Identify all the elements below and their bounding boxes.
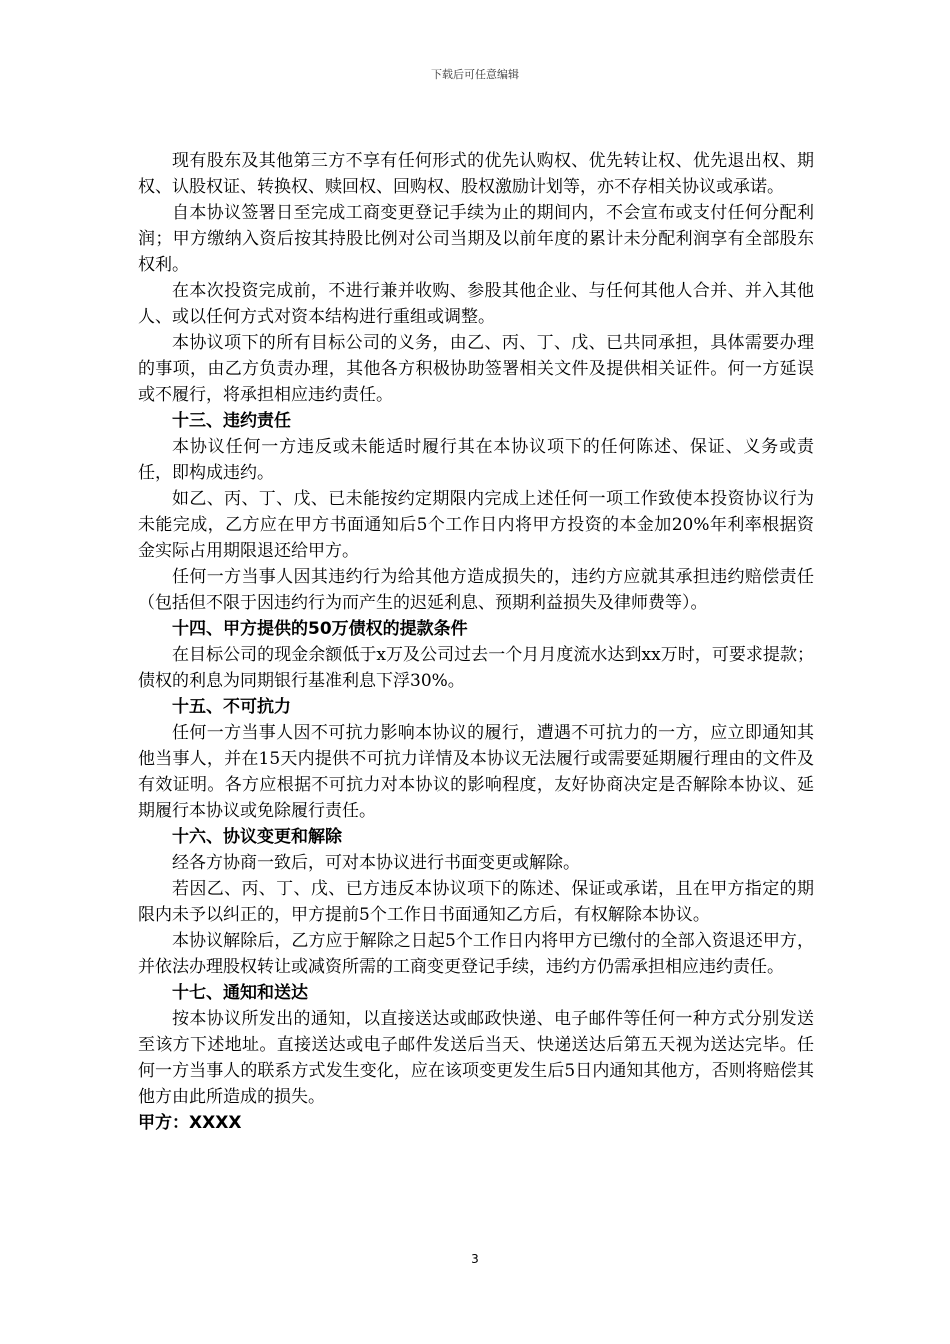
paragraph-joint-obligations: 本协议项下的所有目标公司的义务，由乙、丙、丁、戊、已共同承担，具体需要办理的事项，由乙方负责办理，其他各方积极协助签署相关文件及提供相关证件。何一方延误或不履行，将承担相应违约责任。	[138, 333, 814, 405]
section-heading-14: 十四、甲方提供的50万债权的提款条件	[172, 619, 468, 639]
page-number: 3	[471, 1252, 479, 1266]
paragraph-no-restructuring: 在本次投资完成前，不进行兼并收购、参股其他企业、与任何其他人合并、并入其他人、或以任何方式对资本结构进行重组或调整。	[138, 281, 814, 327]
party-a-signature-line: 甲方：XXXX	[138, 1113, 242, 1133]
paragraph-refund-on-failure: 如乙、丙、丁、戊、已未能按约定期限内完成上述任何一项工作致使本投资协议行为未能完成，乙方应在甲方书面通知后5个工作日内将甲方投资的本金加20%年利率根据资金实际占用期限退还给甲方。	[138, 489, 814, 561]
section-heading-13: 十三、违约责任	[172, 411, 291, 431]
section-heading-17: 十七、通知和送达	[172, 983, 308, 1003]
paragraph-post-termination: 本协议解除后，乙方应于解除之日起5个工作日内将甲方已缴付的全部入资退还甲方，并依法办理股权转让或减资所需的工商变更登记手续，违约方仍需承担相应违约责任。	[138, 931, 814, 977]
paragraph-withdrawal-conditions: 在目标公司的现金余额低于x万及公司过去一个月月度流水达到xx万时，可要求提款；债权的利息为同期银行基准利息下浮30%。	[138, 645, 814, 691]
page-header: 下载后可任意编辑	[431, 68, 519, 81]
paragraph-breach-definition: 本协议任何一方违反或未能适时履行其在本协议项下的任何陈述、保证、义务或责任，即构成违约。	[138, 437, 814, 483]
section-heading-15: 十五、不可抗力	[172, 697, 291, 717]
paragraph-no-profit-distribution: 自本协议签署日至完成工商变更登记手续为止的期间内，不会宣布或支付任何分配利润；甲方缴纳入资后按其持股比例对公司当期及以前年度的累计未分配利润享有全部股东权利。	[138, 203, 814, 275]
paragraph-notice-delivery: 按本协议所发出的通知，以直接送达或邮政快递、电子邮件等任何一种方式分别发送至该方下述地址。直接送达或电子邮件发送后当天、快递送达后第五天视为送达完毕。任何一方当事人的联系方式发生变化，应在该项变更发生后5日内通知其他方，否则将赔偿其他方由此所造成的损失。	[138, 1009, 814, 1107]
paragraph-amendment: 经各方协商一致后，可对本协议进行书面变更或解除。	[172, 853, 580, 873]
paragraph-no-preemptive-rights: 现有股东及其他第三方不享有任何形式的优先认购权、优先转让权、优先退出权、期权、认股权证、转换权、赎回权、回购权、股权激励计划等，亦不存相关协议或承诺。	[138, 151, 814, 197]
paragraph-compensation: 任何一方当事人因其违约行为给其他方造成损失的，违约方应就其承担违约赔偿责任（包括但不限于因违约行为而产生的迟延利息、预期利益损失及律师费等）。	[138, 567, 814, 613]
paragraph-force-majeure: 任何一方当事人因不可抗力影响本协议的履行，遭遇不可抗力的一方，应立即通知其他当事人，并在15天内提供不可抗力详情及本协议无法履行或需要延期履行理由的文件及有效证明。各方应根据不可抗力对本协议的影响程度，友好协商决定是否解除本协议、延期履行本协议或免除履行责任。	[138, 723, 814, 821]
paragraph-termination-right: 若因乙、丙、丁、戊、已方违反本协议项下的陈述、保证或承诺，且在甲方指定的期限内未予以纠正的，甲方提前5个工作日书面通知乙方后，有权解除本协议。	[138, 879, 814, 925]
section-heading-16: 十六、协议变更和解除	[172, 827, 342, 847]
document-body	[138, 148, 814, 1136]
